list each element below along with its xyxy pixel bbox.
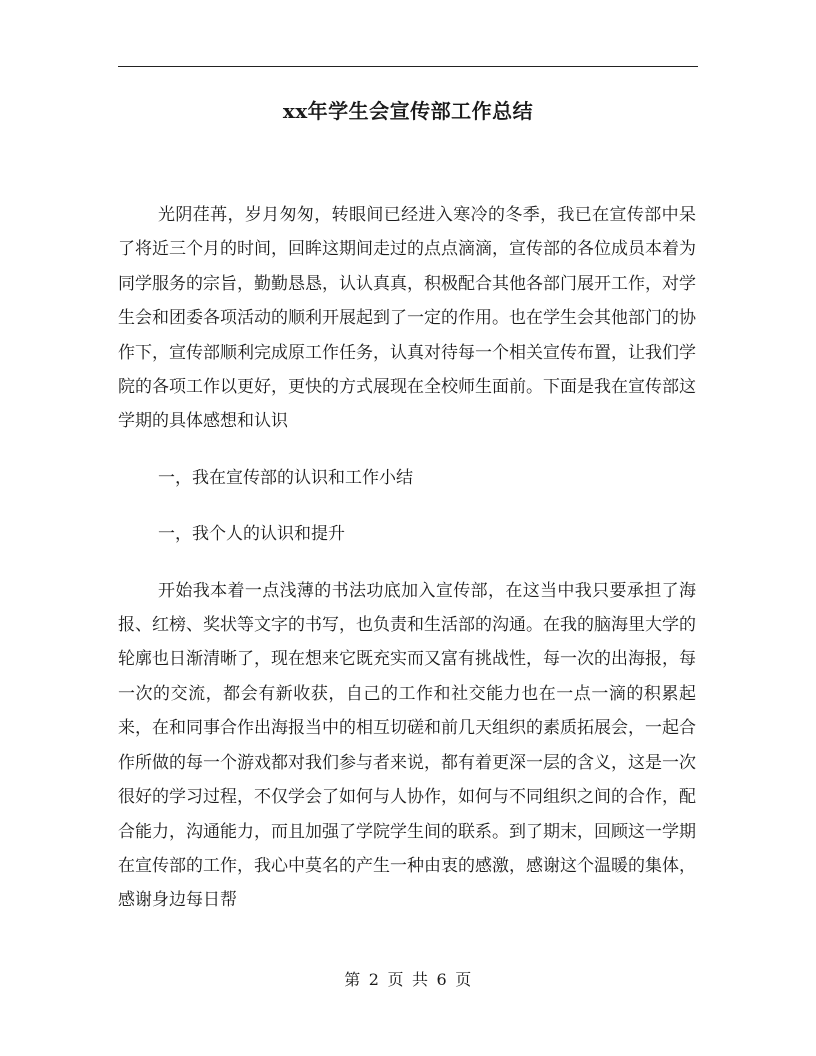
intro-paragraph: 光阴荏苒，岁月匆匆，转眼间已经进入寒冷的冬季，我已在宣传部中呆了将近三个月的时间，回眸这期间走过的点点滴滴，宣传部的各位成员本着为同学服务的宗旨，勤勤恳恳，认认真真，积极配合其他各部门展开工作，对学生会和团委各项活动的顺利开展起到了一定的作用。也在学生会其他部门的协作下，宣传部顺利完成原工作任务，认真对待每一个相关宣传布置，让我们学院的各项工作以更好，更快的方式展现在全校师生面前。下面是我在宣传部这学期的具体感想和认识 (118, 205, 696, 432)
page-footer (118, 968, 698, 992)
document-title: xx年学生会宣传部工作总结 (282, 99, 534, 123)
footer-prefix: 第 (344, 970, 361, 989)
footer-total-prefix: 共 (412, 970, 429, 989)
body-paragraph: 开始我本着一点浅薄的书法功底加入宣传部，在这当中我只要承担了海报、红榜、奖状等文字的书写，也负责和生活部的沟通。在我的脑海里大学的轮廓也日渐清晰了，现在想来它既充实而又富有挑战性，每一次的出海报，每一次的交流，都会有新收获，自己的工作和社交能力也在一点一滴的积累起来，在和同事合作出海报当中的相互切磋和前几天组织的素质拓展会，一起合作所做的每一个游戏都对我们参与者来说，都有着更深一层的含义，这是一次很好的学习过程，不仅学会了如何与人协作，如何与不同组织之间的合作，配合能力，沟通能力，而且加强了学院学生间的联系。到了期末，回顾这一学期在宣传部的工作，我心中莫名的产生一种由衷的感激，感谢这个温暖的集体，感谢身边每日帮 (118, 580, 696, 911)
footer-suffix: 页 (455, 970, 472, 989)
header-rule (118, 66, 698, 67)
section-heading-2: 一，我个人的认识和提升 (158, 524, 345, 545)
footer-total-pages: 6 (436, 970, 448, 989)
section-heading-1: 一，我在宣传部的认识和工作小结 (158, 467, 413, 488)
footer-current-page: 2 (368, 970, 380, 989)
footer-page-word: 页 (387, 970, 404, 989)
document-body (118, 198, 696, 918)
